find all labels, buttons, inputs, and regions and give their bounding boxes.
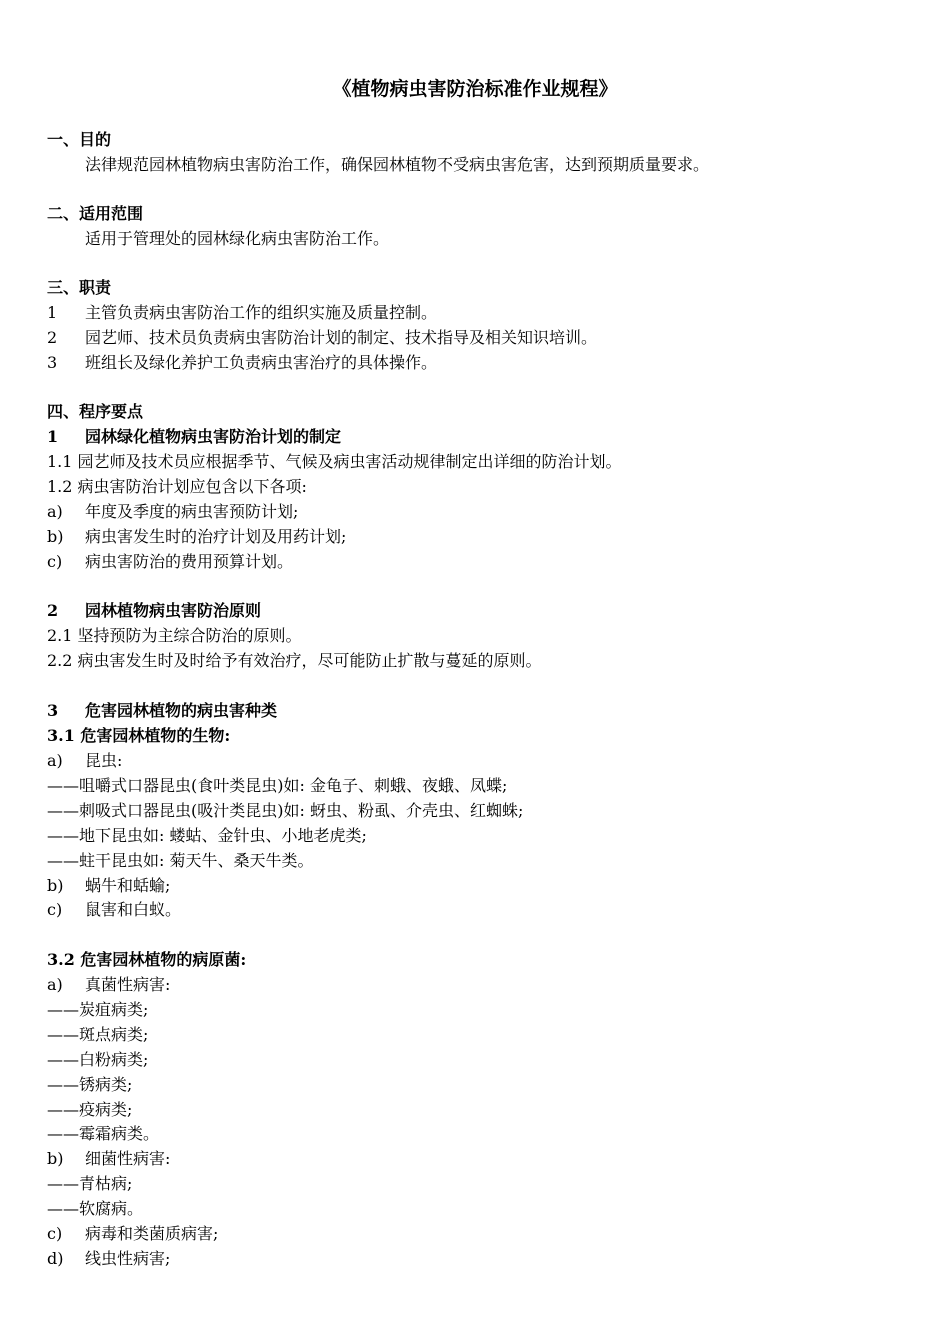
- line-text: 病虫害发生时的治疗计划及用药计划;: [85, 527, 347, 546]
- section-heading: [47, 201, 917, 226]
- text-line: [47, 1221, 917, 1246]
- line-text: ——咀嚼式口器昆虫(食叶类昆虫)如: 金龟子、刺蛾、夜蛾、凤蝶;: [47, 776, 508, 795]
- line-text: 鼠害和白蚁。: [85, 900, 182, 919]
- line-text: 细菌性病害:: [85, 1149, 171, 1168]
- item-number: a): [47, 975, 63, 994]
- line-text: 班组长及绿化养护工负责病虫害治疗的具体操作。: [85, 353, 438, 372]
- text-line: [47, 226, 950, 251]
- text-line: [47, 897, 917, 922]
- section-heading: [47, 424, 917, 449]
- line-text: 园艺师、技术员负责病虫害防治计划的制定、技术指导及相关知识培训。: [85, 328, 598, 347]
- text-line: [47, 1097, 917, 1122]
- line-text: 危害园林植物的病虫害种类: [85, 701, 278, 720]
- line-text: ——白粉病类;: [47, 1050, 149, 1069]
- item-number: c): [47, 552, 63, 571]
- line-text: 病虫害防治的费用预算计划。: [85, 552, 294, 571]
- line-text: ——刺吸式口器昆虫(吸汁类昆虫)如: 蚜虫、粉虱、介壳虫、红蜘蛛;: [47, 801, 524, 820]
- text-line: [47, 623, 917, 648]
- line-text: 适用于管理处的园林绿化病虫害防治工作。: [85, 229, 390, 248]
- item-number: 1: [47, 303, 58, 322]
- line-text: ——炭疽病类;: [47, 1000, 149, 1019]
- text-line: [47, 1072, 917, 1097]
- line-text: ——蛀干昆虫如: 菊天牛、桑天牛类。: [47, 851, 314, 870]
- line-text: 年度及季度的病虫害预防计划;: [85, 502, 299, 521]
- line-text: 主管负责病虫害防治工作的组织实施及质量控制。: [85, 303, 438, 322]
- line-text: 一、目的: [47, 130, 112, 149]
- line-text: 1.1 园艺师及技术员应根据季节、气候及病虫害活动规律制定出详细的防治计划。: [47, 452, 622, 471]
- text-line: [47, 1047, 917, 1072]
- text-line: [47, 1146, 917, 1171]
- text-line: [47, 524, 917, 549]
- text-line: [47, 350, 917, 375]
- item-number: a): [47, 502, 63, 521]
- text-line: [47, 1246, 917, 1271]
- section-heading: [47, 947, 917, 972]
- line-text: ——青枯病;: [47, 1174, 133, 1193]
- item-number: 3: [47, 701, 59, 720]
- line-text: 二、适用范围: [47, 204, 144, 223]
- line-text: 三、职责: [47, 278, 112, 297]
- item-number: 3: [47, 353, 58, 372]
- line-text: ——斑点病类;: [47, 1025, 149, 1044]
- text-line: [47, 972, 917, 997]
- text-line: [47, 1022, 917, 1047]
- item-number: 1: [47, 427, 59, 446]
- line-text: 法律规范园林植物病虫害防治工作，确保园林植物不受病虫害危害，达到预期质量要求。: [85, 155, 710, 174]
- text-line: [47, 748, 917, 773]
- line-text: 2.2 病虫害发生时及时给予有效治疗，尽可能防止扩散与蔓延的原则。: [47, 651, 542, 670]
- item-number: a): [47, 751, 63, 770]
- text-line: [47, 1121, 917, 1146]
- line-text: 病毒和类菌质病害;: [85, 1224, 219, 1243]
- text-line: [47, 848, 917, 873]
- text-line: [47, 873, 917, 898]
- item-number: b): [47, 1149, 64, 1168]
- text-line: [47, 823, 917, 848]
- text-line: [47, 449, 917, 474]
- line-text: 3.1 危害园林植物的生物:: [47, 726, 231, 745]
- section-heading: [47, 598, 917, 623]
- line-text: ——霉霜病类。: [47, 1124, 160, 1143]
- line-text: 园林植物病虫害防治原则: [85, 601, 262, 620]
- line-text: 3.2 危害园林植物的病原菌:: [47, 950, 247, 969]
- line-text: ——软腐病。: [47, 1199, 144, 1218]
- document-title: 《植物病虫害防治标准作业规程》: [332, 78, 618, 100]
- item-number: c): [47, 900, 63, 919]
- text-line: [47, 997, 917, 1022]
- line-text: 四、程序要点: [47, 402, 144, 421]
- item-number: c): [47, 1224, 63, 1243]
- line-text: 蜗牛和蛞蝓;: [85, 876, 171, 895]
- section-heading: [47, 127, 917, 152]
- line-text: 1.2 病虫害防治计划应包含以下各项:: [47, 477, 307, 496]
- section-heading: [47, 275, 917, 300]
- item-number: b): [47, 527, 64, 546]
- line-text: 2.1 坚持预防为主综合防治的原则。: [47, 626, 302, 645]
- line-text: 园林绿化植物病虫害防治计划的制定: [85, 427, 342, 446]
- section-heading: [47, 399, 917, 424]
- item-number: 2: [47, 601, 59, 620]
- text-line: [47, 499, 917, 524]
- text-line: [47, 798, 917, 823]
- item-number: b): [47, 876, 64, 895]
- item-number: 2: [47, 328, 58, 347]
- line-text: 真菌性病害:: [85, 975, 171, 994]
- section-heading: [47, 723, 917, 748]
- text-line: [47, 474, 917, 499]
- line-text: 线虫性病害;: [85, 1249, 171, 1268]
- text-line: [47, 325, 917, 350]
- section-heading: [47, 698, 917, 723]
- line-text: ——疫病类;: [47, 1100, 133, 1119]
- line-text: 昆虫:: [85, 751, 123, 770]
- text-line: [47, 1171, 917, 1196]
- text-line: [47, 773, 917, 798]
- item-number: d): [47, 1249, 64, 1268]
- text-line: [47, 152, 950, 177]
- text-line: [47, 1196, 917, 1221]
- line-text: ——地下昆虫如: 蝼蛄、金针虫、小地老虎类;: [47, 826, 367, 845]
- text-line: [47, 648, 917, 673]
- text-line: [47, 300, 917, 325]
- line-text: ——锈病类;: [47, 1075, 133, 1094]
- text-line: [47, 549, 917, 574]
